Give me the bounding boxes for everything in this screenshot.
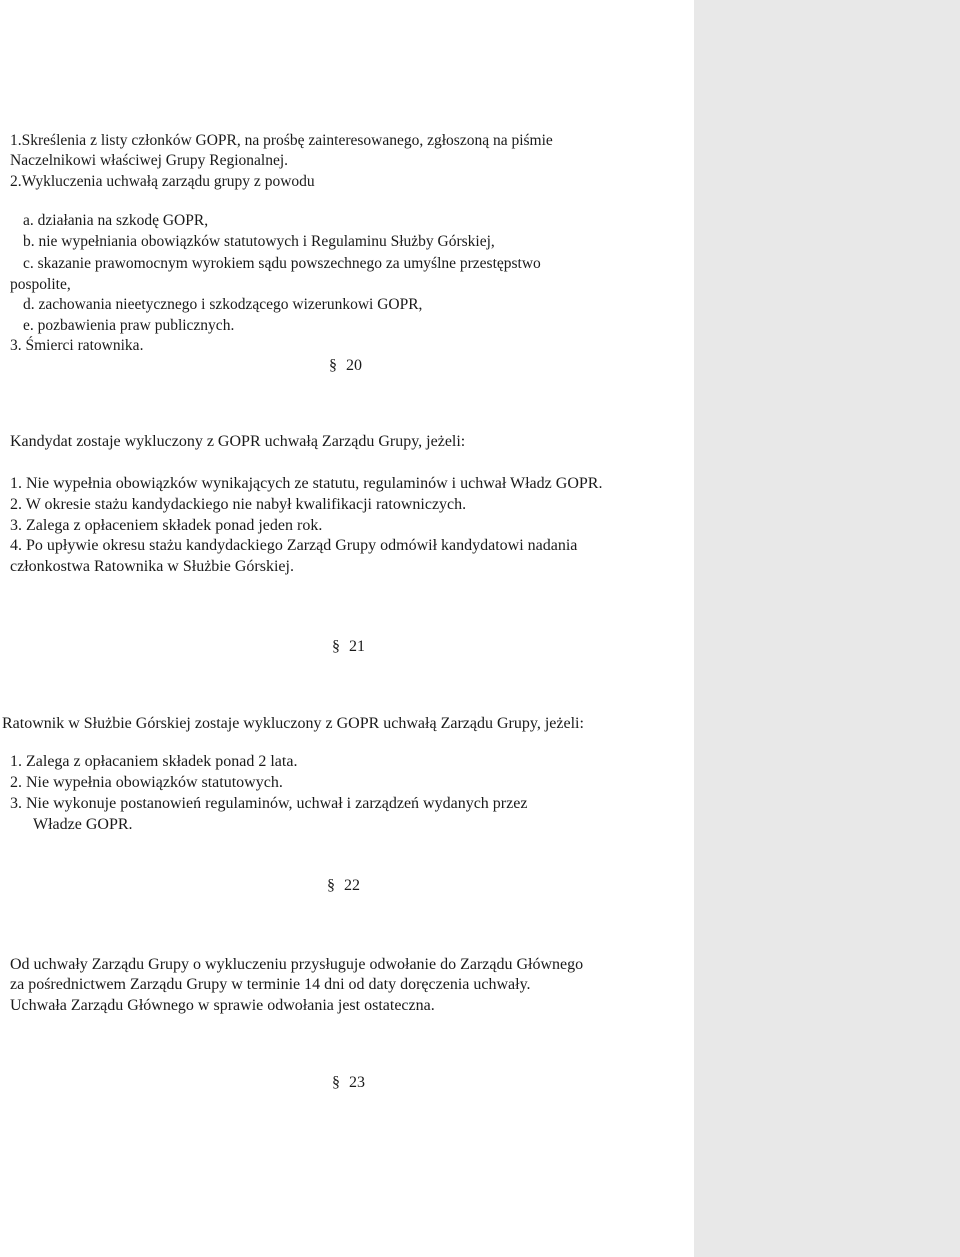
list-item: 1. Nie wypełnia obowiązków wynikających ze statutu, regulaminów i uchwał Władz GOPR.	[10, 475, 603, 492]
section-number: 20	[346, 357, 362, 374]
comment-margin-panel	[694, 0, 960, 1257]
list-item-continuation: członkostwa Ratownika w Służbie Górskiej.	[10, 558, 294, 575]
section-heading-23	[329, 1073, 365, 1093]
list-item: a. działania na szkodę GOPR,	[23, 212, 209, 229]
list-item: 2. Nie wypełnia obowiązków statutowych.	[10, 774, 283, 791]
section-heading-22	[324, 876, 360, 896]
paragraph-line: Od uchwały Zarządu Grupy o wykluczeniu przysługuje odwołanie do Zarządu Głównego	[10, 956, 584, 973]
section-mark: §	[332, 1074, 340, 1091]
text-line: 3. Śmierci ratownika.	[10, 337, 144, 354]
list-item: c. skazanie prawomocnym wyrokiem sądu powszechnego za umyślne przestępstwo	[23, 255, 541, 272]
section-number: 22	[344, 877, 360, 894]
section-intro: Ratownik w Służbie Górskiej zostaje wykluczony z GOPR uchwałą Zarządu Grupy, jeżeli:	[2, 715, 584, 732]
section-mark: §	[332, 638, 340, 655]
text-line: Naczelnikowi właściwej Grupy Regionalnej.	[10, 152, 289, 169]
list-item: e. pozbawienia praw publicznych.	[23, 317, 235, 334]
section-mark: §	[327, 877, 335, 894]
list-item: 4. Po upływie okresu stażu kandydackiego Zarząd Grupy odmówił kandydatowi nadania	[10, 537, 578, 554]
section-heading-20	[326, 356, 362, 376]
text-line: 1.Skreślenia z listy członków GOPR, na prośbę zainteresowanego, zgłoszoną na piśmie	[10, 132, 553, 149]
list-item-continuation: Władze GOPR.	[33, 816, 133, 833]
paragraph-line: Uchwała Zarządu Głównego w sprawie odwołania jest ostateczna.	[10, 997, 435, 1014]
list-item: 1. Zalega z opłacaniem składek ponad 2 lata.	[10, 753, 298, 770]
list-item: b. nie wypełniania obowiązków statutowych i Regulaminu Służby Górskiej,	[23, 233, 495, 250]
section-number: 21	[349, 638, 365, 655]
list-item: 2. W okresie stażu kandydackiego nie nabył kwalifikacji ratowniczych.	[10, 496, 467, 513]
section-heading-21	[329, 637, 365, 657]
section-mark: §	[329, 357, 337, 374]
section-intro: Kandydat zostaje wykluczony z GOPR uchwałą Zarządu Grupy, jeżeli:	[10, 433, 466, 450]
list-item: d. zachowania nieetycznego i szkodzącego wizerunkowi GOPR,	[23, 296, 423, 313]
list-item: 3. Zalega z opłaceniem składek ponad jeden rok.	[10, 517, 323, 534]
section-number: 23	[349, 1074, 365, 1091]
list-item-continuation: pospolite,	[10, 276, 71, 293]
list-item: 3. Nie wykonuje postanowień regulaminów, uchwał i zarządzeń wydanych przez	[10, 795, 528, 812]
paragraph-line: za pośrednictwem Zarządu Grupy w terminie 14 dni od daty doręczenia uchwały.	[10, 976, 531, 993]
text-line: 2.Wykluczenia uchwałą zarządu grupy z powodu	[10, 173, 315, 190]
